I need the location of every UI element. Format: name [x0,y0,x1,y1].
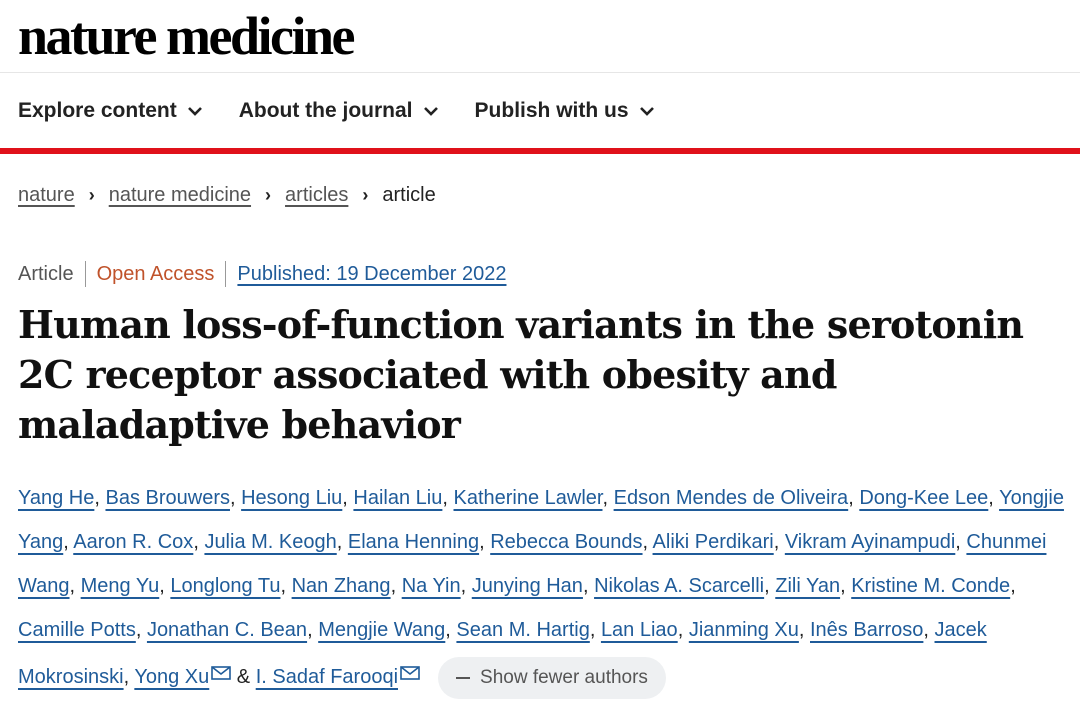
author-link[interactable]: Sean M. Hartig [456,619,590,641]
main-nav [18,94,691,128]
author-link[interactable]: Junying Han [471,575,583,597]
author-link[interactable]: Vikram Ayinampudi [784,531,956,553]
nav-explore-content[interactable] [18,94,203,128]
breadcrumb-current: article [382,184,436,206]
nav-about-journal[interactable] [239,94,439,128]
nav-publish-with-us[interactable] [475,94,655,128]
header-divider [0,72,1080,73]
breadcrumb-articles[interactable]: articles [285,184,349,206]
author-link[interactable]: Rebecca Bounds [490,531,643,553]
meta-divider [225,261,226,287]
show-fewer-label: Show fewer authors [480,666,648,688]
article-title: Human loss-of-function variants in the serotonin 2C receptor associated with obesity and maladaptive behavior [18,302,1024,447]
author-link[interactable]: Bas Brouwers [105,487,230,509]
published-date-link[interactable]: Published: 19 December 2022 [237,262,507,285]
author-link[interactable]: Aaron R. Cox [73,531,194,553]
author-link[interactable]: Aliki Perdikari [652,531,774,553]
open-access-badge: Open Access [96,262,215,285]
nav-label: Explore content [18,99,177,122]
author-link[interactable]: Yong Xu [134,666,210,688]
author-link[interactable]: Nan Zhang [291,575,391,597]
author-link[interactable]: Longlong Tu [170,575,281,597]
author-link[interactable]: Yongjie Yang [18,487,1064,553]
journal-logo[interactable]: nature medicine [18,6,353,66]
chevron-down-icon [187,105,203,117]
author-link[interactable]: Jianming Xu [688,619,799,641]
minus-icon [456,677,470,679]
author-link[interactable]: Yang He [18,487,95,509]
article-meta [18,261,506,287]
nav-label: Publish with us [474,99,629,122]
author-link[interactable]: Edson Mendes de Oliveira [613,487,849,509]
author-link[interactable]: Nikolas A. Scarcelli [594,575,765,597]
author-link[interactable]: Jonathan C. Bean [146,619,308,641]
author-link[interactable]: Chunmei Wang [18,531,1047,597]
author-conjunction: & [231,666,256,688]
author-link[interactable]: Katherine Lawler [453,487,603,509]
author-link[interactable]: Hailan Liu [353,487,443,509]
author-link[interactable]: Elana Henning [347,531,480,553]
author-link[interactable]: Dong-Kee Lee [859,487,989,509]
article-type: Article [18,262,74,285]
author-link[interactable]: Hesong Liu [241,487,343,509]
author-link[interactable]: Camille Potts [18,619,136,641]
chevron-down-icon [423,105,439,117]
author-link[interactable]: Lan Liao [600,619,678,641]
breadcrumb-separator: › [265,185,272,205]
meta-divider [85,261,86,287]
author-link[interactable]: Inês Barroso [810,619,924,641]
author-link[interactable]: I. Sadaf Farooqi [255,666,399,688]
author-link[interactable]: Kristine M. Conde [851,575,1011,597]
author-link[interactable]: Zili Yan [775,575,841,597]
breadcrumb [18,184,436,207]
show-fewer-authors-button[interactable] [438,657,666,699]
header-accent-bar [0,148,1080,154]
author-link[interactable]: Meng Yu [80,575,160,597]
breadcrumb-nature[interactable]: nature [18,184,75,206]
breadcrumb-separator: › [362,185,369,205]
envelope-icon[interactable] [211,652,231,666]
envelope-icon[interactable] [400,652,420,666]
chevron-down-icon [639,105,655,117]
author-link[interactable]: Mengjie Wang [318,619,446,641]
author-list: Yang He, Bas Brouwers, Hesong Liu, Hailan Liu, Katherine Lawler, Edson Mendes de Oliveira, Dong-Kee Lee, Yongjie Yang, Aaron R. Cox, Julia M. Keogh, Elana Henning, Rebecca Bounds, Aliki Perdikari, Vikram Ayinampudi, Chunmei Wang, Meng Yu, Longlong Tu, Nan Zhang, Na Yin, Junying Han, Nikolas A. Scarcelli, Zili Yan, Kristine M. Conde, Camille Potts, Jonathan C. Bean, Mengjie Wang, Sean M. Hartig, Lan Liao, Jianming Xu, Inês Barroso, Jacek Mokrosinski, Yong Xu & I. Sadaf Farooqi Show fewer authors [18,476,1068,699]
nav-label: About the journal [238,99,413,122]
author-link[interactable]: Julia M. Keogh [204,531,337,553]
author-link[interactable]: Na Yin [401,575,461,597]
breadcrumb-nature-medicine[interactable]: nature medicine [108,184,252,206]
breadcrumb-separator: › [88,185,95,205]
author-link[interactable]: Jacek Mokrosinski [18,619,987,688]
